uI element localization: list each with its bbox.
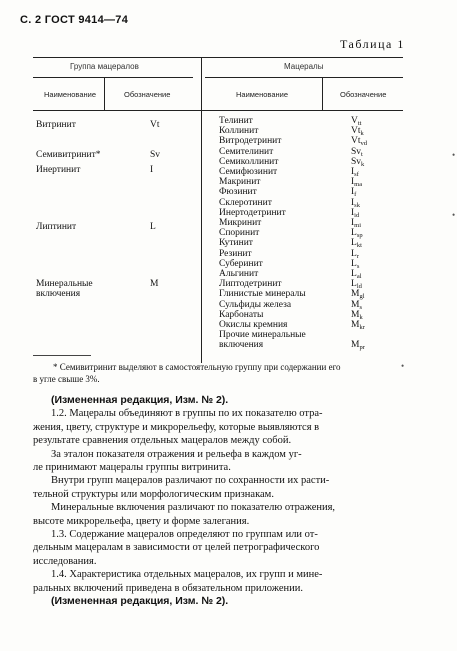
group-col-divider bbox=[104, 78, 105, 110]
maceral-symbol: $L_{al}$ bbox=[351, 269, 362, 280]
maceral-name: включения bbox=[219, 340, 264, 351]
group-name: Семивитринит* bbox=[36, 150, 101, 160]
maceral-name: Прочие минеральные bbox=[219, 330, 306, 341]
maceral-symbol-col-header: Обозначение bbox=[340, 90, 387, 99]
group-name-col-header: Наименование bbox=[44, 90, 96, 99]
maceral-symbol: $M_{gl}$ bbox=[351, 289, 365, 301]
maceral-symbol: $I_{mi}$ bbox=[351, 218, 362, 229]
maceral-name: Окислы кремния bbox=[219, 320, 288, 330]
table-top-rule bbox=[33, 57, 403, 58]
maceral-symbol: $M_{kr}$ bbox=[351, 320, 365, 331]
maceral-symbol: $I_f$ bbox=[351, 187, 357, 199]
macerals-header-rule bbox=[205, 77, 403, 78]
maceral-symbol: $M_{pr}$ bbox=[351, 340, 365, 352]
maceral-name: Фюзинит bbox=[219, 187, 257, 198]
group-name: Витринит bbox=[36, 120, 76, 130]
revision-note: (Измененная редакция, Изм. № 2). bbox=[51, 394, 229, 406]
maceral-name: Семиколлинит bbox=[219, 156, 279, 167]
maceral-name: Альгинит bbox=[219, 269, 259, 279]
margin-mark: • bbox=[452, 210, 456, 220]
page-header: С. 2 ГОСТ 9414—74 bbox=[20, 14, 129, 26]
maceral-symbol: $I_{sf}$ bbox=[351, 167, 359, 178]
table-divider bbox=[201, 57, 202, 363]
macerals-header: Мацералы bbox=[284, 62, 324, 71]
maceral-name-col-header: Наименование bbox=[236, 90, 288, 99]
maceral-symbol: $Sv_k$ bbox=[351, 156, 365, 168]
maceral-symbol: $I_{id}$ bbox=[351, 207, 360, 219]
footnote-line: в угле свыше 3%. bbox=[33, 374, 100, 384]
paragraph-line: ральных включений приведена в обязательном приложении. bbox=[33, 582, 304, 594]
maceral-symbol: $L_{sp}$ bbox=[351, 228, 363, 240]
group-symbol: M bbox=[150, 279, 159, 289]
maceral-symbol: $Sv_t$ bbox=[351, 146, 363, 158]
paragraph-line: тельной структуры или морфологическим признакам. bbox=[33, 488, 274, 500]
paragraph-line: высоте микрорельефа, цвету и форме залегания. bbox=[33, 515, 250, 527]
maceral-name: Сульфиды железа bbox=[219, 299, 292, 310]
maceral-name: Коллинит bbox=[219, 126, 259, 137]
maceral-name: Макринит bbox=[219, 177, 261, 188]
maceral-name: Витродетринит bbox=[219, 136, 282, 147]
maceral-symbol: $M_s$ bbox=[351, 299, 362, 311]
margin-mark: • bbox=[452, 150, 456, 160]
group-header: Группа мацералов bbox=[70, 62, 139, 71]
group-symbol: L bbox=[150, 222, 156, 232]
maceral-symbol: $L_{kt}$ bbox=[351, 238, 362, 250]
table-label: Таблица 1 bbox=[340, 37, 405, 51]
maceral-symbol: $V_{tt}$ bbox=[351, 116, 362, 127]
maceral-symbol: $Vt_{vd}$ bbox=[351, 136, 367, 148]
paragraph-line: За эталон показателя отражения и рельефа в каждом уг- bbox=[51, 448, 302, 460]
maceral-name: Инертодетринит bbox=[219, 207, 286, 218]
maceral-name: Телинит bbox=[219, 116, 253, 126]
group-symbol: Sv bbox=[150, 150, 161, 160]
maceral-name: Глинистые минералы bbox=[219, 289, 306, 300]
paragraph-line: ле принимают мацералы группы витринита. bbox=[33, 462, 231, 473]
maceral-symbol: $I_{sk}$ bbox=[351, 197, 360, 209]
margin-mark: • bbox=[401, 361, 405, 371]
maceral-symbol: $Vt_k$ bbox=[351, 126, 364, 138]
maceral-symbol: $L_r$ bbox=[351, 248, 359, 260]
group-symbol: I bbox=[150, 165, 154, 175]
maceral-name: Карбонаты bbox=[219, 309, 264, 320]
group-name: Липтинит bbox=[36, 222, 77, 232]
maceral-name: Семителинит bbox=[219, 146, 274, 157]
footnote-line: * Семивитринит выделяют в самостоятельную группу при содержании его bbox=[53, 362, 341, 372]
paragraph-line: дельным мацералам в зависимости от целей петрографического bbox=[33, 542, 320, 554]
maceral-symbol: $M_k$ bbox=[351, 309, 363, 321]
maceral-symbol: $I_{ma}$ bbox=[351, 177, 363, 189]
group-symbol: Vt bbox=[150, 120, 160, 130]
maceral-name: Кутинит bbox=[219, 238, 253, 249]
paragraph-line: Внутри групп мацералов различают по сохранности их расти- bbox=[51, 475, 330, 487]
maceral-symbol: $L_s$ bbox=[351, 258, 360, 270]
paragraph-line: 1.3. Содержание мацералов определяют по группам или от- bbox=[51, 529, 318, 540]
maceral-name: Резинит bbox=[219, 248, 252, 259]
maceral-name: Семифюзинит bbox=[219, 167, 278, 177]
paragraph-line: Минеральные включения различают по показателю отражения, bbox=[51, 502, 336, 514]
maceral-name: Микринит bbox=[219, 218, 262, 228]
footnote-rule bbox=[33, 355, 91, 356]
maceral-name: Споринит bbox=[219, 228, 260, 239]
paragraph-line: результате сравнения отдельных мацералов между собой. bbox=[33, 435, 292, 447]
group-name: Инертинит bbox=[36, 165, 81, 175]
paragraph-line: 1.4. Характеристика отдельных мацералов, их групп и мине- bbox=[51, 569, 323, 581]
paragraph-line: жения, цвету, структуре и микрорельефу, которые выявляются в bbox=[33, 421, 320, 433]
column-header-rule bbox=[33, 110, 403, 111]
paragraph-line: исследования. bbox=[33, 555, 97, 567]
group-name-continued: включения bbox=[36, 289, 81, 299]
group-name: Минеральные bbox=[36, 279, 93, 289]
maceral-symbol: $L_{ld}$ bbox=[351, 279, 362, 291]
revision-note: (Измененная редакция, Изм. № 2). bbox=[51, 595, 229, 607]
group-header-rule bbox=[33, 77, 193, 78]
maceral-name: Суберинит bbox=[219, 258, 263, 269]
maceral-col-divider bbox=[322, 78, 323, 110]
maceral-name: Склеротинит bbox=[219, 197, 272, 208]
group-symbol-col-header: Обозначение bbox=[124, 90, 171, 99]
maceral-name: Липтодетринит bbox=[219, 279, 282, 290]
paragraph-line: 1.2. Мацералы объединяют в группы по их показателю отра- bbox=[51, 408, 323, 420]
